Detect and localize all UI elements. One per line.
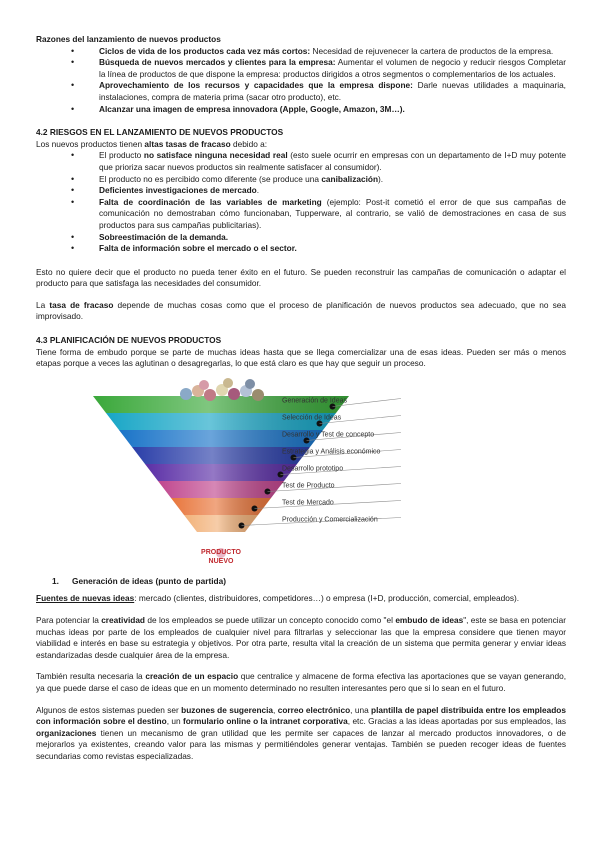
text: que centralice y almacene de forma efectiva las aportaciones que se vayan generando, ya que puede darse el caso de ideas que en un momento determinado no resulten interesantes pero que si lo sean en el futuro. (36, 671, 566, 693)
stage-label: Producción y Comercialización (282, 516, 378, 524)
text-bold: embudo de ideas (395, 615, 464, 626)
stage-label: Estrategia y Análisis económico (282, 448, 381, 456)
section-title-planificacion: 4.3 PLANIFICACIÓN DE NUEVOS PRODUCTOS (36, 335, 222, 346)
list-item (71, 185, 566, 197)
text: , etc. Gracias a las ideas aportadas por sus empleados, las (347, 716, 566, 727)
text: Algunos de estos sistemas pueden ser (36, 704, 182, 715)
idea-ball (204, 389, 216, 401)
text: También resulta necesaria la (36, 671, 146, 682)
stage-label: Selección de Ideas (282, 414, 342, 422)
planificacion-paragraph: Tiene forma de embudo porque se parte de muchas ideas hasta que se llega comercializar una de esas ideas. Pueden ser más o menos etapas porque a veces las aglutinan o desagregarlas, lo que está claro es que hay que seguir un proceso. (36, 346, 566, 369)
funnel-diagram (36, 378, 566, 568)
bullet-text: Darle nuevas utilidades a maquinaria, instalaciones, compra de materia prima (sacar otro producto), etc. (99, 80, 566, 102)
list-item (71, 197, 566, 232)
text-bold: Falta de coordinación de las variables de marketing (99, 196, 322, 207)
idea-ball (245, 379, 255, 389)
bullet-bold: Ciclos de vida de los productos cada vez más cortos: (99, 45, 311, 56)
stage-label: Desarrollo y Test de concepto (282, 431, 375, 439)
list-item (71, 150, 566, 173)
section-title-riesgos: 4.2 RIESGOS EN EL LANZAMIENTO DE NUEVOS PRODUCTOS (36, 127, 284, 138)
text: de los empleados se puede utilizar un concepto conocido como "el (145, 615, 396, 626)
product-label-2: NUEVO (208, 557, 234, 565)
stage-label: Test de Producto (282, 482, 335, 490)
text: , un (166, 716, 183, 727)
text: depende de muchas cosas como que el proceso de planificación de nuevos productos sea adecuado, que no sea improvisado. (36, 299, 566, 322)
riesgos-paragraph: Esto no quiere decir que el producto no pueda tener éxito en el futuro. Se pueden reconstruir las campañas de comunicación o adaptar el producto para que satisfaga las necesidades del consumidor. (36, 266, 566, 289)
text-bold: organizaciones (36, 727, 97, 738)
tasa-fracaso-paragraph (36, 300, 566, 323)
bullet-bold: Búsqueda de nuevos mercados y clientes para la empresa: (99, 57, 336, 68)
text: El producto no es percibido como diferente (se produce una (99, 173, 322, 184)
text: El producto (99, 150, 144, 161)
list-item (71, 80, 566, 103)
text-bold: formulario online o la intranet corporativa (182, 716, 348, 727)
text-bold: tasa de fracaso (49, 299, 114, 310)
text-bold: canibalización (321, 173, 379, 184)
text: : mercado (clientes, distribuidores, competidores…) o empresa (I+D, producción, comercial, empleados). (134, 593, 520, 604)
funnel-figure (36, 378, 566, 568)
razones-list (36, 46, 566, 116)
fuentes-paragraph (36, 593, 566, 605)
document-page (36, 34, 566, 763)
text-bold: Sobreestimación de la demanda. (99, 231, 229, 242)
text: Los nuevos productos tienen (36, 138, 145, 149)
bullet-text: Aumentar el volumen de negocio y reducir riesgos Completar la línea de productos de que dispone la empresa: productos dirigidos a otros segmentos o complementarios de los actuales. (99, 57, 566, 79)
text-bold: altas tasas de fracaso (144, 138, 231, 149)
idea-ball (199, 380, 209, 390)
list-item (71, 232, 566, 244)
bullet-bold: Aprovechamiento de los recursos y capacidades que la empresa dispone: (99, 80, 413, 91)
text-bold: Falta de información sobre el mercado o el sector. (99, 243, 297, 254)
stage-label: Test de Mercado (282, 499, 334, 507)
text-bold: buzones de sugerencia (181, 704, 274, 715)
text-bold: correo electrónico (277, 704, 351, 715)
text-bold-underline: Fuentes de nuevas ideas (36, 593, 135, 604)
number: 1. (52, 575, 59, 586)
creatividad-paragraph (36, 615, 566, 661)
text: (esto suele ocurrir en empresas con un departamento de I+D muy potente que prioriza sacar nuevos productos sin realmente satisfacer al consumidor). (99, 150, 567, 172)
text: La (36, 299, 50, 310)
list-item (71, 46, 566, 58)
text-bold: plantilla de papel distribuida entre los empleados con información sobre el destino (36, 704, 566, 727)
idea-ball (223, 378, 233, 388)
idea-ball (180, 388, 192, 400)
text: ). (378, 173, 384, 184)
text: , una (350, 704, 372, 715)
list-item (71, 104, 566, 116)
funnel-band-shine (145, 464, 297, 481)
product-label-1: PRODUCTO (201, 548, 241, 556)
riesgos-list (36, 150, 566, 254)
text: debido a: (230, 138, 268, 149)
funnel-band-shine (158, 481, 284, 498)
bullet-bold: Alcanzar una imagen de empresa innovadora (Apple, Google, Amazon, 3M…). (99, 103, 405, 114)
text: , (273, 704, 278, 715)
text-bold: creación de un espacio (145, 671, 239, 682)
text: (ejemplo: Post-it cometió el error de que sus campañas de comunicación no demostraban cómo funcionaban, Tupperware, al contrario, se valió de demostraciones en casa de sus productos para sus campañas publicitarias). (99, 196, 566, 230)
funnel-band-shine (184, 515, 258, 532)
list-item (71, 57, 566, 80)
subsection-title-generacion (36, 576, 566, 588)
list-item (71, 243, 566, 255)
text: Generación de ideas (punto de partida) (72, 575, 226, 586)
text: tienen un mecanismo de gran utilidad que les permite ser capaces de lanzar al mercado productos innovadores, o de mejorarlos ya existentes, creando valor para las mismas y permitiéndoles generar ventajas. También se pueden recoger ideas de fuentes secundarias como revistas especializadas. (36, 727, 566, 761)
riesgos-intro (36, 139, 566, 151)
text: Para potenciar la (36, 615, 102, 626)
text-bold: no satisface ninguna necesidad real (143, 150, 288, 161)
section-title-razones: Razones del lanzamiento de nuevos productos (36, 34, 221, 44)
stage-label: Desarrollo prototipo (282, 465, 344, 473)
list-item (71, 174, 566, 186)
text-bold: creatividad (101, 615, 145, 626)
espacio-paragraph (36, 671, 566, 694)
bullet-text: Necesidad de rejuvenecer la cartera de productos de la empresa. (310, 45, 554, 56)
text: . (256, 185, 260, 196)
text: ", este se basa en potenciar muchas ideas por parte de los empleados de cualquier nivel para filtrarlas y seleccionar las que la empresa considere que tienen mayor viabilidad e interés en base su estrategia y objetivos. Por otra parte, resulta vital la creación de un sistema que permita generar y enviar ideas estandarizadas desde cualquier área de la empresa. (36, 615, 567, 660)
stage-label: Generación de Ideas (282, 397, 347, 405)
text-bold: Deficientes investigaciones de mercado (99, 185, 257, 196)
idea-ball (228, 388, 240, 400)
sistemas-paragraph (36, 705, 566, 763)
idea-ball (252, 389, 264, 401)
